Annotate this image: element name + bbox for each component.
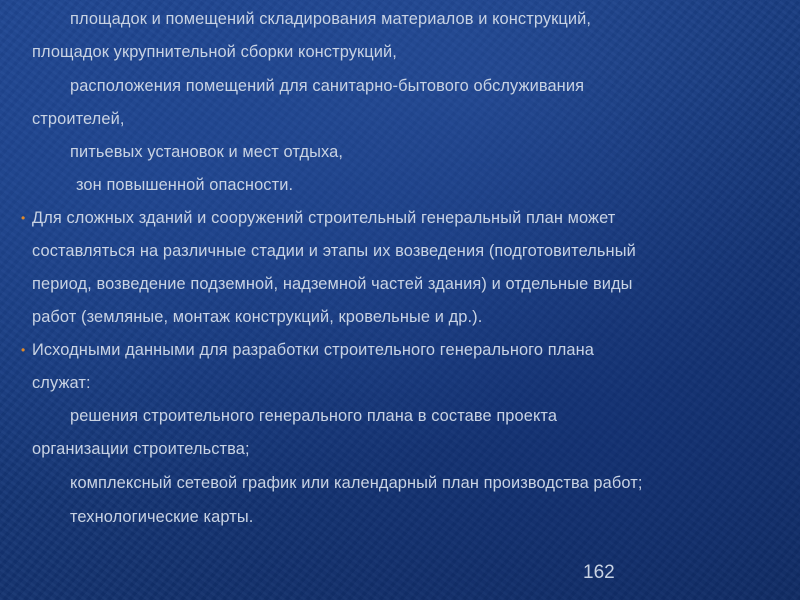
text-line-15: комплексный сетевой график или календарный план производства работ; (70, 474, 643, 492)
bullet-marker: • (21, 211, 26, 225)
bullet-paragraph-2-text: Исходными данными для разработки строительного генерального плана (32, 341, 594, 359)
text-line-3: расположения помещений для санитарно-бытового обслуживания (70, 77, 585, 95)
bullet-paragraph-1-line-1 (21, 208, 616, 228)
bullet-marker: • (21, 343, 26, 357)
text-line-10: работ (земляные, монтаж конструкций, кровельные и др.). (32, 308, 483, 326)
page-number: 162 (583, 562, 615, 583)
text-line-6: зон повышенной опасности. (76, 176, 294, 194)
text-line-2: площадок укрупнительной сборки конструкций, (32, 43, 397, 61)
text-line-8: составляться на различные стадии и этапы их возведения (подготовительный (32, 242, 636, 260)
text-line-4: строителей, (32, 110, 125, 128)
bullet-paragraph-1-text: Для сложных зданий и сооружений строительный генеральный план может (32, 209, 616, 227)
text-line-13: решения строительного генерального плана в составе проекта (70, 407, 558, 425)
text-line-14: организации строительства; (32, 440, 250, 458)
text-line-9: период, возведение подземной, надземной частей здания) и отдельные виды (32, 275, 633, 293)
text-line-16: технологические карты. (70, 508, 254, 526)
text-line-5: питьевых установок и мест отдыха, (70, 143, 343, 161)
text-line-1: площадок и помещений складирования материалов и конструкций, (70, 10, 592, 28)
bullet-paragraph-2-line-1 (21, 340, 594, 360)
text-line-12: служат: (32, 374, 91, 392)
